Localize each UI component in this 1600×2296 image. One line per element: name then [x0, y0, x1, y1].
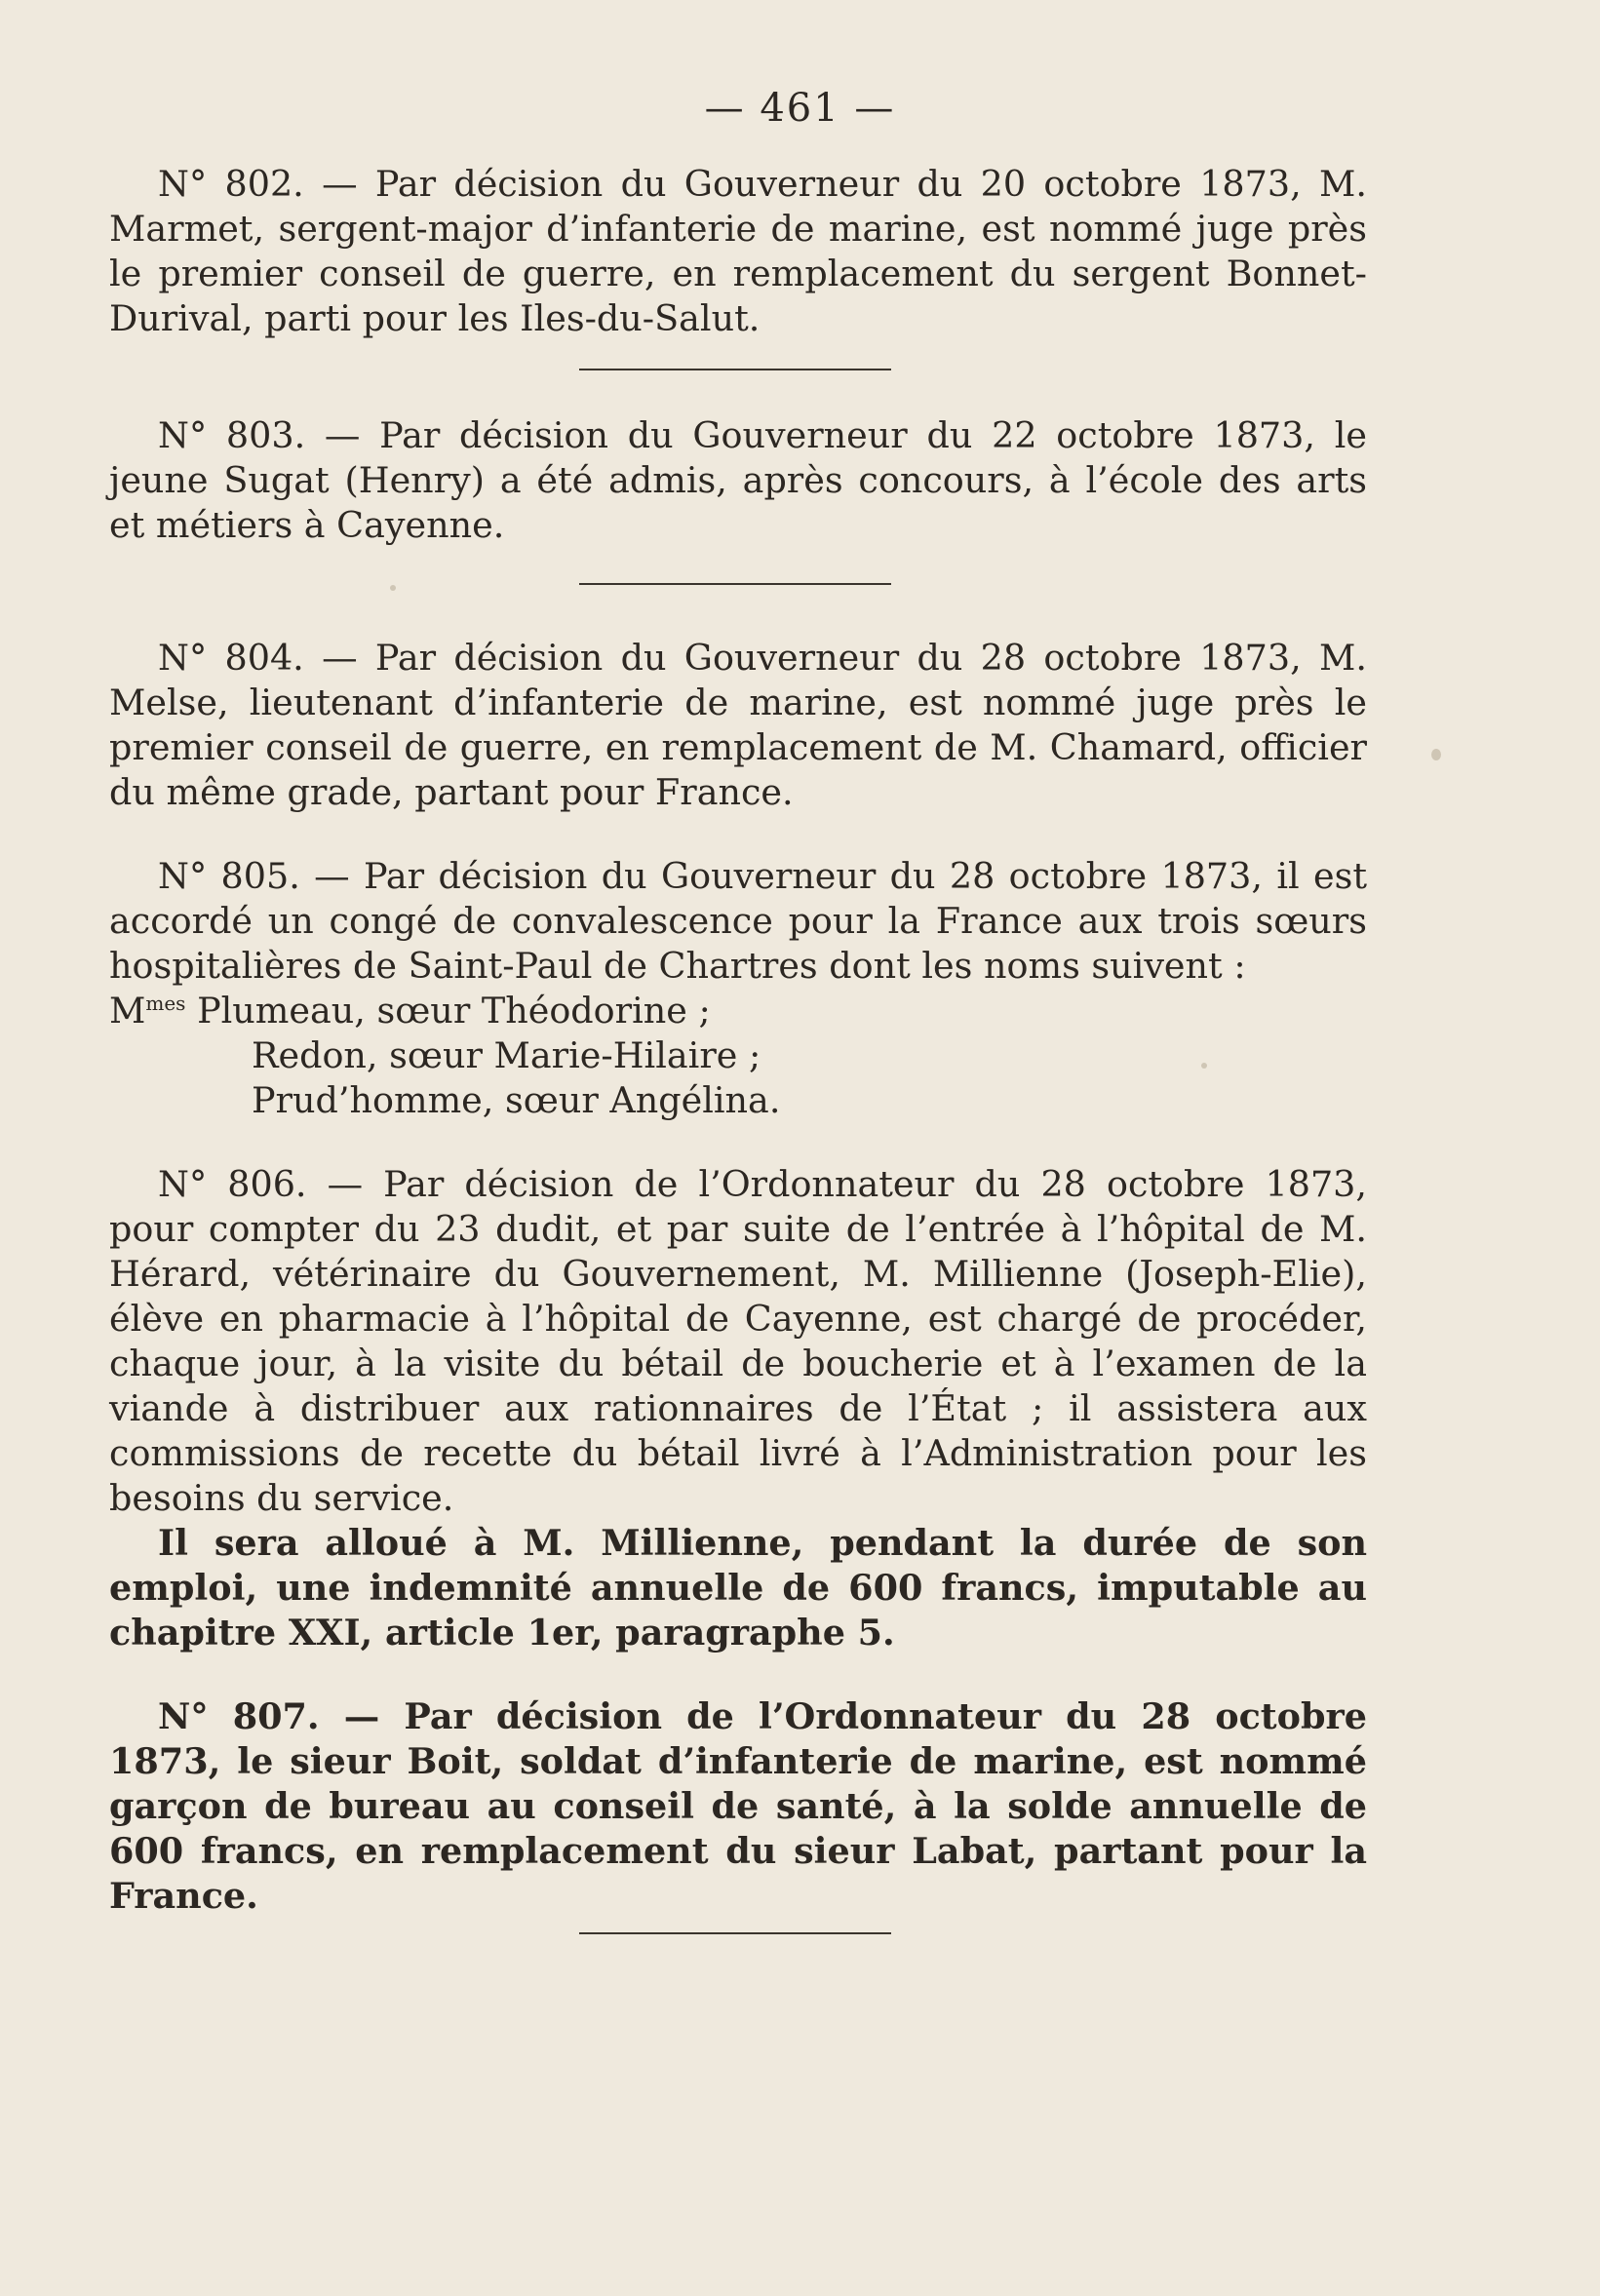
entry-805 [109, 854, 1367, 1123]
paper-spot [390, 585, 396, 591]
separator-rule [579, 1932, 891, 1934]
entry-804-text: N° 804. — Par décision du Gouverneur du 28 octobre 1873, M. Melse, lieutenant d’infanterie de marine, est nommé juge près le premier conseil de guerre, en remplacement de M. Chamard, officier du même grade, partant pour France. [109, 637, 1367, 813]
names-list [109, 989, 1367, 1123]
entry-804 [109, 636, 1367, 815]
entry-806-text-continued: Il sera alloué à M. Millienne, pendant la durée de son emploi, une indemnité annuelle de 600 francs, imputable au chapitre XXI, article 1er, paragraphe 5. [109, 1522, 1367, 1654]
page-number: — 461 — [704, 86, 896, 131]
entry-803-text: N° 803. — Par décision du Gouverneur du 22 octobre 1873, le jeune Sugat (Henry) a été admis, après concours, à l’école des arts et métiers à Cayenne. [109, 414, 1367, 546]
names-prefix-sup: mes [145, 991, 186, 1015]
paper-spot [1431, 749, 1441, 760]
separator-rule [579, 369, 891, 370]
names-item [109, 989, 1367, 1033]
text-column [109, 154, 1367, 1934]
entry-807 [109, 1694, 1367, 1919]
names-prefix: M [109, 990, 146, 1031]
entry-806 [109, 1162, 1367, 1655]
names-item-text: Plumeau, sœur Théodorine ; [197, 990, 711, 1031]
entry-803 [109, 413, 1367, 548]
paper-spot [1201, 1063, 1207, 1069]
separator-rule [579, 583, 891, 585]
entry-802 [109, 162, 1367, 341]
entry-805-text: N° 805. — Par décision du Gouverneur du 28 octobre 1873, il est accordé un congé de convalescence pour la France aux trois sœurs hospitalières de Saint-Paul de Chartres dont les noms suivent : [109, 855, 1367, 987]
names-item: Prud’homme, sœur Angélina. [252, 1079, 781, 1121]
entry-807-text: N° 807. — Par décision de l’Ordonnateur du 28 octobre 1873, le sieur Boit, soldat d’infanterie de marine, est nommé garçon de bureau au conseil de santé, à la solde annuelle de 600 francs, en remplacement du sieur Labat, partant pour la France. [109, 1695, 1367, 1917]
entry-806-text: N° 806. — Par décision de l’Ordonnateur du 28 octobre 1873, pour compter du 23 dudit, et par suite de l’entrée à l’hôpital de M. Hérard, vétérinaire du Gouvernement, M. Millienne (Joseph-Elie), élève en pharmacie à l’hôpital de Cayenne, est chargé de procéder, chaque jour, à la visite du bétail de boucherie et à l’examen de la viande à distribuer aux rationnaires de l’État ; il assistera aux commissions de recette du bétail livré à l’Administration pour les besoins du service. [109, 1163, 1367, 1519]
entry-802-text: N° 802. — Par décision du Gouverneur du 20 octobre 1873, M. Marmet, sergent-major d’infanterie de marine, est nommé juge près le premier conseil de guerre, en remplacement du sergent Bonnet-Durival, parti pour les Iles-du-Salut. [109, 163, 1367, 339]
names-item: Redon, sœur Marie-Hilaire ; [252, 1034, 761, 1076]
